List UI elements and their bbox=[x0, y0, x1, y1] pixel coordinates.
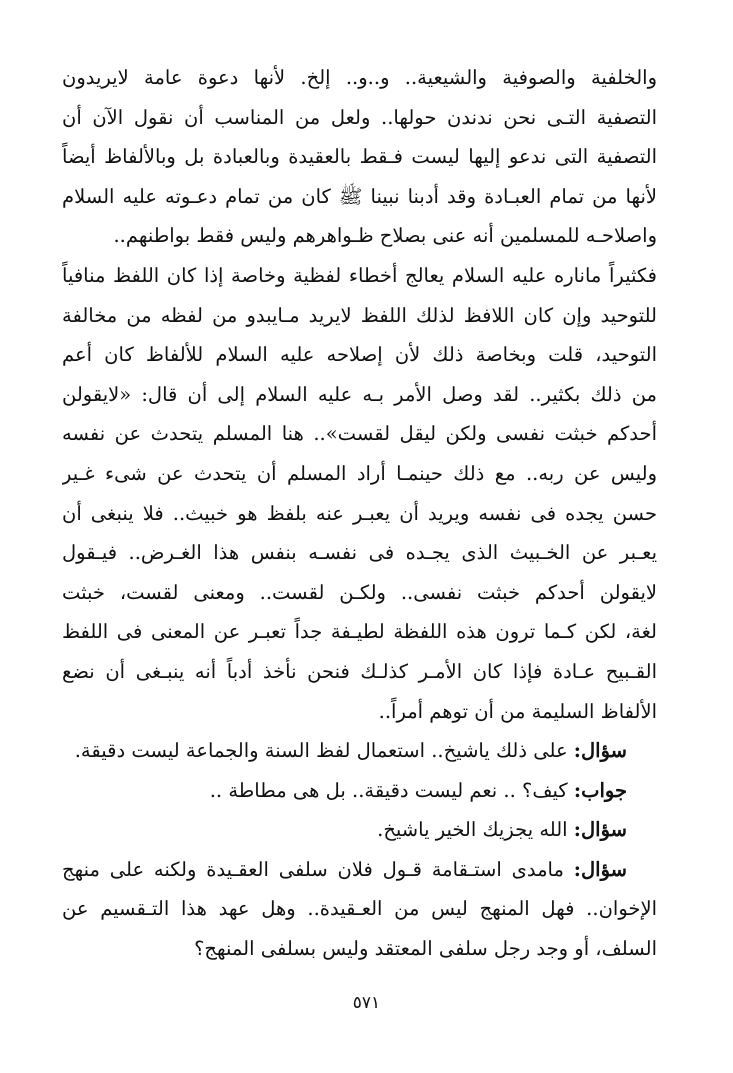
qa-item bbox=[62, 810, 657, 850]
text-line: القـبيح عـادة فإذا كان الأمـر كذلـك فنحن نأخذ أدباً أنه ينبـغى أن نضع bbox=[62, 659, 657, 683]
text-line: لايقولن أحدكم خبثت نفسى.. ولكـن لقست.. ومعنى لقست، خبثت bbox=[62, 580, 657, 604]
text-line: السلف، أو وجد رجل سلفى المعتقد وليس بسلفى المنهج؟ bbox=[194, 937, 657, 961]
text-line bbox=[62, 771, 657, 811]
qa-item bbox=[62, 731, 657, 771]
question-label: سؤال: bbox=[573, 818, 627, 842]
text-line: الألفاظ السليمة من أن توهم أمراً.. bbox=[378, 699, 657, 723]
question-label: سؤال: bbox=[573, 857, 627, 881]
text-line: التوحيد، قلت وبخاصة ذلك لأن إصلاحه عليه السلام للألفاظ كان أعم bbox=[62, 343, 657, 367]
question-label: سؤال: bbox=[573, 739, 627, 763]
question-text: على ذلك ياشيخ.. استعمال لفظ السنة والجماعة ليست دقيقة. bbox=[74, 739, 568, 763]
paragraph bbox=[62, 58, 657, 256]
text-line: التصفية التـى نحن ندندن حولها.. ولعل من المناسب أن نقول الآن أن bbox=[62, 105, 657, 129]
answer-text: كيف؟ .. نعم ليست دقيقة.. بل هى مطاطة .. bbox=[209, 778, 568, 802]
text-line: فكثيراً ماناره عليه السلام يعالج أخطاء لفظية وخاصة إذا كان اللفظ منافياً bbox=[62, 263, 657, 287]
text-line bbox=[62, 810, 657, 850]
text-line bbox=[62, 850, 657, 890]
text-line: لغة، لكن كـما ترون هذه اللفظة لطيـفة جداً تعبـر عن المعنى فى اللفظ bbox=[62, 620, 657, 644]
text-line: للتوحيد وإن كان اللافظ لذلك اللفظ لايريد مـايبدو من لفظه من مخالفة bbox=[62, 303, 657, 327]
page-number: ٥٧١ bbox=[352, 993, 381, 1013]
text-line: يعـبر عن الخـبيث الذى يجـده فى نفسـه بنفس هذا الغـرض.. فيـقول bbox=[62, 541, 657, 565]
document-page bbox=[62, 58, 657, 969]
answer-label: جواب: bbox=[573, 778, 627, 802]
text-line: حسن يجده فى نفسه ويريد أن يعبـر عنه بلفظ هو خبيث.. فلا ينبغى أن bbox=[62, 501, 657, 525]
text-line: والخلفية والصوفية والشيعية.. و..و.. إلخ. لأنها دعوة عامة لايريدون bbox=[62, 66, 657, 89]
text-line: الإخوان.. فهل المنهج ليس من العـقيدة.. وهل عهد هذا التـقسيم عن bbox=[62, 897, 657, 921]
text-line: أحدكم خبثت نفسى ولكن ليقل لقست».. هنا المسلم يتحدث عن نفسه bbox=[62, 422, 657, 446]
question-text: الله يجزيك الخير ياشيخ. bbox=[377, 818, 568, 842]
question-text: مامدى استـقامة قـول فلان سلفى العقـيدة ولكنه على منهج bbox=[62, 857, 564, 881]
text-line: وليس عن ربه.. مع ذلك حينمـا أراد المسلم أن يتحدث عن شىء غـير bbox=[62, 461, 657, 485]
text-line: التصفية التى ندعو إليها ليست فـقط بالعقيدة وبالعبادة بل وبالألفاظ أيضاً bbox=[62, 145, 657, 169]
paragraph bbox=[62, 256, 657, 731]
text-line bbox=[62, 731, 657, 771]
qa-item bbox=[62, 850, 657, 969]
text-line: واصلاحـه للمسلمين أنه عنى بصلاح ظـواهرهم وليس فقط بواطنهم.. bbox=[113, 224, 657, 248]
qa-item bbox=[62, 771, 657, 811]
text-line: من ذلك بكثير.. لقد وصل الأمر بـه عليه السلام إلى أن قال: «لايقولن bbox=[62, 382, 657, 406]
text-line: لأنها من تمام العبـادة وقد أدبنا نبينا ﷺ كان من تمام دعـوته عليه السلام bbox=[62, 184, 657, 208]
